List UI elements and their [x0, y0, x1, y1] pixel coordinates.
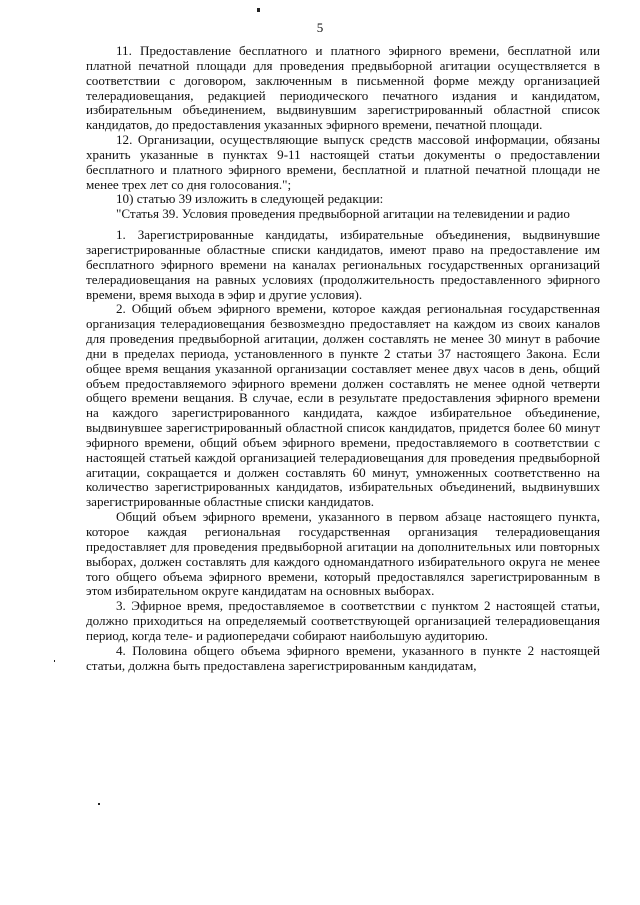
scan-speck	[98, 803, 100, 805]
article-39-heading: "Статья 39. Условия проведения предвыборной агитации на телевидении и радио	[116, 206, 570, 222]
paragraph-point-2-part-2: Общий объем эфирного времени, указанного в первом абзаце настоящего пункта, которое каждая региональная государственная организация телерадиовещания предоставляет для проведения предвыборной агитации на дополнительных или повторных выборах, должен составлять для каждого одномандатного избирательного округа не менее того общего объема эфирного времени, который предоставлялся зарегистрированным в этом избирательном округе кандидатам на основных выборах.	[86, 509, 600, 599]
paragraph-amendment-10: 10) статью 39 изложить в следующей редакции:	[116, 191, 384, 207]
scan-speck	[54, 660, 55, 662]
paragraph-point-1: 1. Зарегистрированные кандидаты, избирательные объединения, выдвинувшие зарегистрированные областные списки кандидатов, имеют право на предоставление им бесплатного эфирного времени на каналах региональных государственных организаций телерадиовещания на равных условиях (продолжительность предоставленного эфирного времени, время выхода в эфир и другие условия).	[86, 227, 600, 302]
document-body	[86, 44, 600, 673]
paragraph-point-2: 2. Общий объем эфирного времени, которое каждая региональная государственная организация телерадиовещания безвозмездно предоставляет на каждом из своих каналов для проведения предвыборной агитации, должен составлять не менее 30 минут в рабочие дни в пределах периода, установленного в пункте 2 статьи 37 настоящего Закона. Если общее время вещания указанной организации составляет менее двух часов в день, общий объем предоставляемого эфирного времени должен составлять не менее одной четверти общего времени вещания. В случае, если в результате предоставления эфирного времени на каждого зарегистрированного кандидата, каждое избирательное объединение, выдвинувшее зарегистрированный областной список кандидатов, придется более 60 минут эфирного времени, общий объем эфирного времени, предоставляемого в соответствии с настоящей статьей каждой организацией телерадиовещания для проведения предвыборной агитации, сокращается и должен составлять 60 минут, умноженных соответственно на количество зарегистрированных кандидатов, избирательных объединений, выдвинувших зарегистрированные областные списки кандидатов.	[86, 301, 600, 510]
paragraph-item-12: 12. Организации, осуществляющие выпуск средств массовой информации, обязаны хранить указанные в пунктах 9-11 настоящей статьи документы о предоставлении бесплатного и платного эфирного времени, бесплатной и платной печатной площади не менее трех лет со дня голосования.";	[86, 132, 600, 192]
paragraph-item-11: 11. Предоставление бесплатного и платного эфирного времени, бесплатной или платной печатной площади для проведения предвыборной агитации осуществляется в соответствии с договором, заключенным в письменной форме между организацией телерадиовещания, редакцией периодического печатного издания и кандидатом, избирательным объединением, выдвинувшим зарегистрированный областной список кандидатов, до предоставления указанных эфирного времени, печатной площади.	[86, 43, 600, 133]
scan-speck	[257, 8, 260, 12]
paragraph-point-4: 4. Половина общего объема эфирного времени, указанного в пункте 2 настоящей статьи, должна быть предоставлена зарегистрированным кандидатам,	[86, 642, 600, 673]
page-number: 5	[316, 20, 324, 35]
paragraph-point-3: 3. Эфирное время, предоставляемое в соответствии с пунктом 2 настоящей статьи, должно приходиться на определяемый соответствующей организацией телерадиовещания период, когда теле- и радиопередачи собирают наибольшую аудиторию.	[86, 598, 600, 643]
